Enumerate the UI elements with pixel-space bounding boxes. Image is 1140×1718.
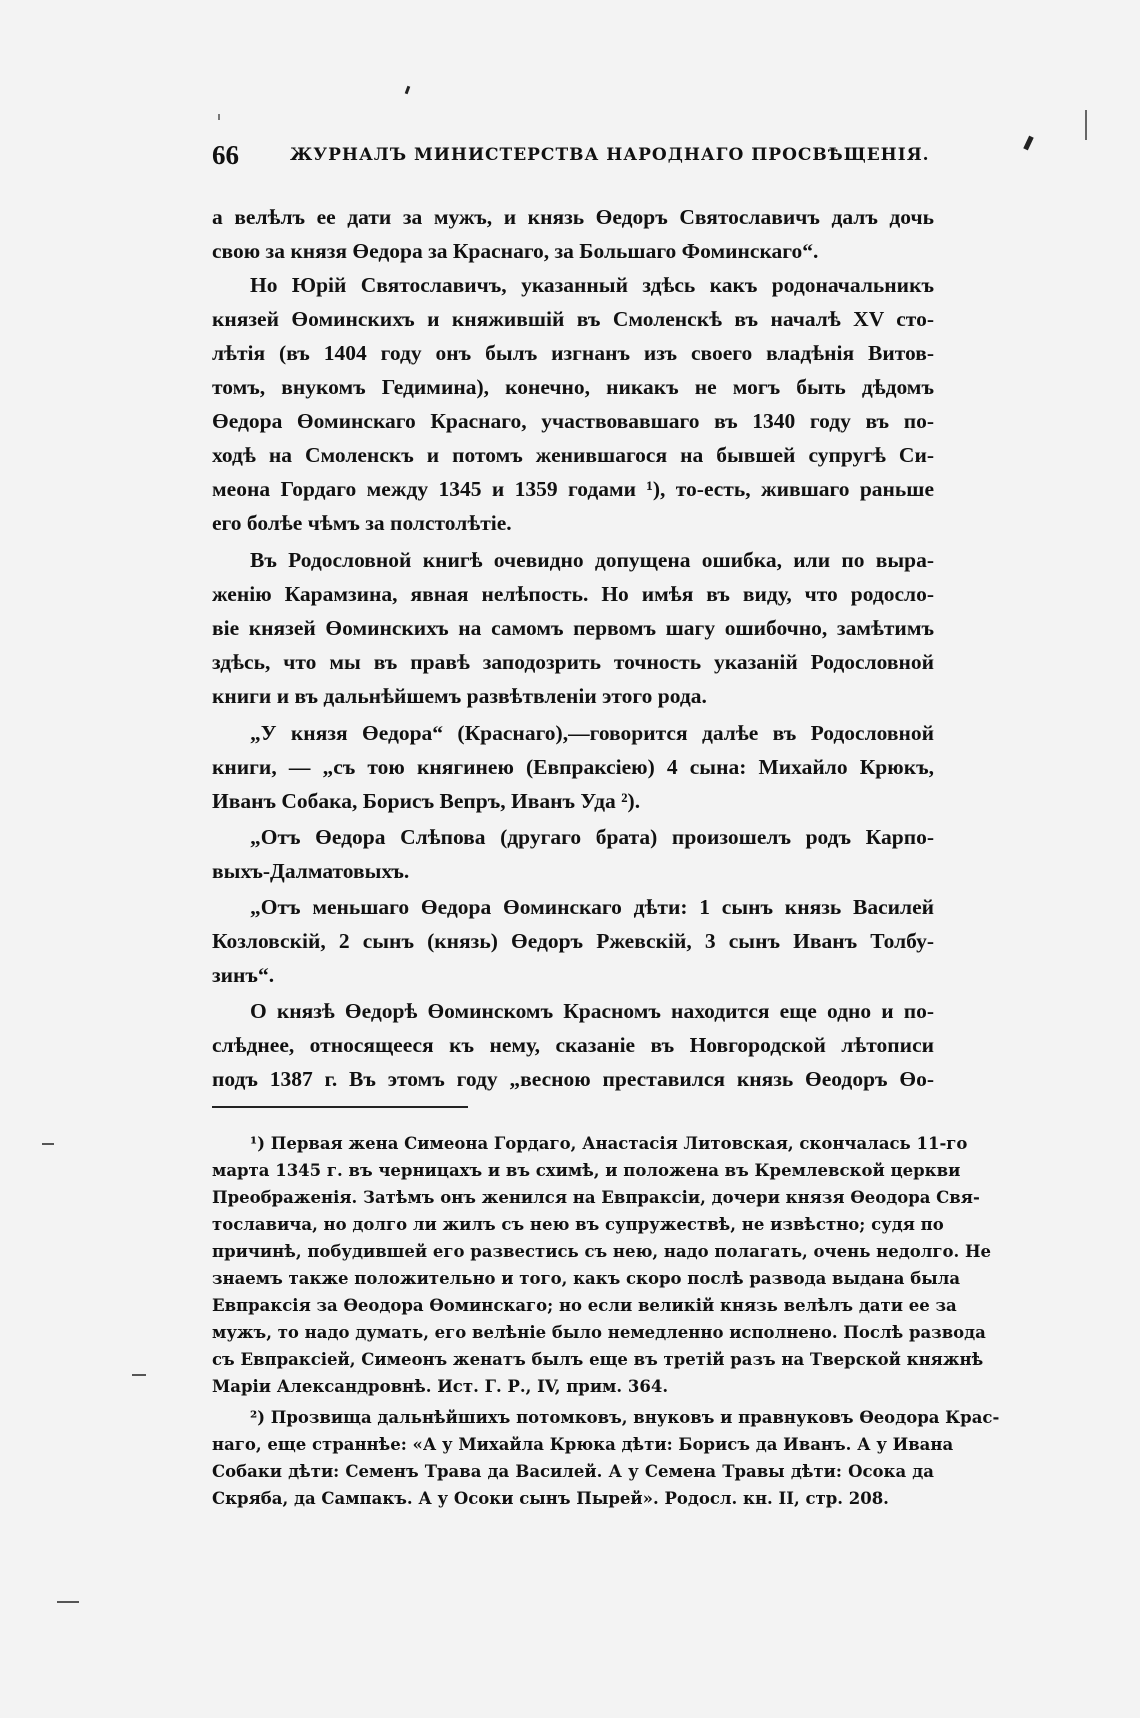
scan-dash [132, 1374, 146, 1376]
body-line: Козловскій, 2 сынъ (князь) Өедоръ Ржевскій, 3 сынъ Иванъ Толбу- [212, 929, 934, 953]
scan-dash [42, 1143, 54, 1145]
body-line: Въ Родословной книгѣ очевидно допущена ошибка, или по выра- [250, 548, 934, 572]
body-line: книги, — „съ тою княгинею (Евпраксіею) 4 сына: Михайло Крюкъ, [212, 755, 934, 779]
footnote-line: Скряба, да Сампакъ. А у Осоки сынъ Пырей». Родосл. кн. II, стр. 208. [212, 1489, 889, 1508]
body-line: выхъ-Далматовыхъ. [212, 859, 410, 883]
scan-speck [405, 86, 411, 95]
body-line: „Отъ меньшаго Өедора Өоминскаго дѣти: 1 сынъ князь Василей [250, 895, 934, 919]
body-line: книги и въ дальнѣйшемъ развѣтвленіи этого рода. [212, 684, 707, 708]
body-line: свою за князя Өедора за Краснаго, за Большаго Фоминскаго“. [212, 239, 819, 263]
running-title: ЖУРНАЛЪ МИНИСТЕРСТВА НАРОДНАГО ПРОСВѢЩЕНІЯ. [290, 145, 930, 165]
body-line: его болѣе чѣмъ за полстолѣтіе. [212, 511, 512, 535]
footnote-rule [212, 1106, 468, 1108]
body-line: меона Гордаго между 1345 и 1359 годами ¹), то-есть, жившаго раньше [212, 477, 934, 501]
page-number: 66 [212, 140, 239, 170]
footnote-line: мужъ, то надо думать, его велѣніе было немедленно исполнено. Послѣ развода [212, 1323, 986, 1342]
scan-edge-line [1085, 110, 1087, 140]
body-line: томъ, внукомъ Гедимина), конечно, никакъ не могъ быть дѣдомъ [212, 375, 934, 399]
page-header [212, 140, 934, 174]
scan-dash [57, 1601, 79, 1603]
footnote-line: Евпраксія за Өеодора Өоминскаго; но если великій князь велѣлъ дати ее за [212, 1296, 957, 1315]
body-line: О князѣ Өедорѣ Өоминскомъ Красномъ находится еще одно и по- [250, 999, 934, 1023]
body-line: „Отъ Өедора Слѣпова (другаго брата) произошелъ родъ Карпо- [250, 825, 934, 849]
body-line: ходѣ на Смоленскъ и потомъ женившагося на бывшей супругѣ Си- [212, 443, 934, 467]
scan-speck [218, 114, 220, 120]
body-line: князей Өоминскихъ и княжившій въ Смоленскѣ въ началѣ XV сто- [212, 307, 934, 331]
footnote-line: наго, еще страннѣе: «А у Михайла Крюка дѣти: Борисъ да Иванъ. А у Ивана [212, 1435, 954, 1454]
body-line: Но Юрій Святославичъ, указанный здѣсь какъ родоначальникъ [250, 273, 934, 297]
body-line: Иванъ Собака, Борисъ Вепръ, Иванъ Уда ²). [212, 789, 641, 813]
body-line: лѣтія (въ 1404 году онъ былъ изгнанъ изъ своего владѣнія Витов- [212, 341, 934, 365]
body-line: Өедора Өоминскаго Краснаго, участвовавшаго въ 1340 году въ по- [212, 409, 934, 433]
scan-speck [1023, 136, 1033, 151]
footnote-line: Преображенія. Затѣмъ онъ женился на Евпраксіи, дочери князя Өеодора Свя- [212, 1188, 980, 1207]
footnote-line: ²) Прозвища дальнѣйшихъ потомковъ, внуковъ и правнуковъ Өеодора Крас- [250, 1408, 1000, 1427]
body-line: віе князей Өоминскихъ на самомъ первомъ шагу ошибочно, замѣтимъ [212, 616, 934, 640]
footnote-line: ¹) Первая жена Симеона Гордаго, Анастасія Литовская, скончалась 11-го [250, 1134, 968, 1153]
footnote-line: причинѣ, побудившей его развестись съ нею, надо полагать, очень недолго. Не [212, 1242, 992, 1261]
footnote-line: Маріи Александровнѣ. Ист. Г. Р., IV, прим. 364. [212, 1377, 669, 1396]
body-line: „У князя Өедора“ (Краснаго),—говорится далѣе въ Родословной [250, 721, 934, 745]
body-line: подъ 1387 г. Въ этомъ году „весною преставился князь Өеодоръ Өо- [212, 1067, 934, 1091]
footnote-line: Собаки дѣти: Семенъ Трава да Василей. А у Семена Травы дѣти: Осока да [212, 1462, 934, 1481]
body-line: а велѣлъ ее дати за мужъ, и князь Өедоръ Святославичъ далъ дочь [212, 205, 934, 229]
footnote-line: марта 1345 г. въ черницахъ и въ схимѣ, и положена въ Кремлевской церкви [212, 1161, 961, 1180]
footnote-line: тославича, но долго ли жилъ съ нею въ супружествѣ, не извѣстно; судя по [212, 1215, 944, 1234]
body-line: зинъ“. [212, 963, 275, 987]
body-line: женію Карамзина, явная нелѣпость. Но имѣя въ виду, что родосло- [212, 582, 934, 606]
footnote-line: съ Евпраксіей, Симеонъ женатъ былъ еще въ третій разъ на Тверской княжнѣ [212, 1350, 984, 1369]
body-line: здѣсь, что мы въ правѣ заподозрить точность указаній Родословной [212, 650, 934, 674]
footnote-line: знаемъ также положительно и того, какъ скоро послѣ развода выдана была [212, 1269, 961, 1288]
body-line: слѣднее, относящееся къ нему, сказаніе въ Новгородской лѣтописи [212, 1033, 934, 1057]
